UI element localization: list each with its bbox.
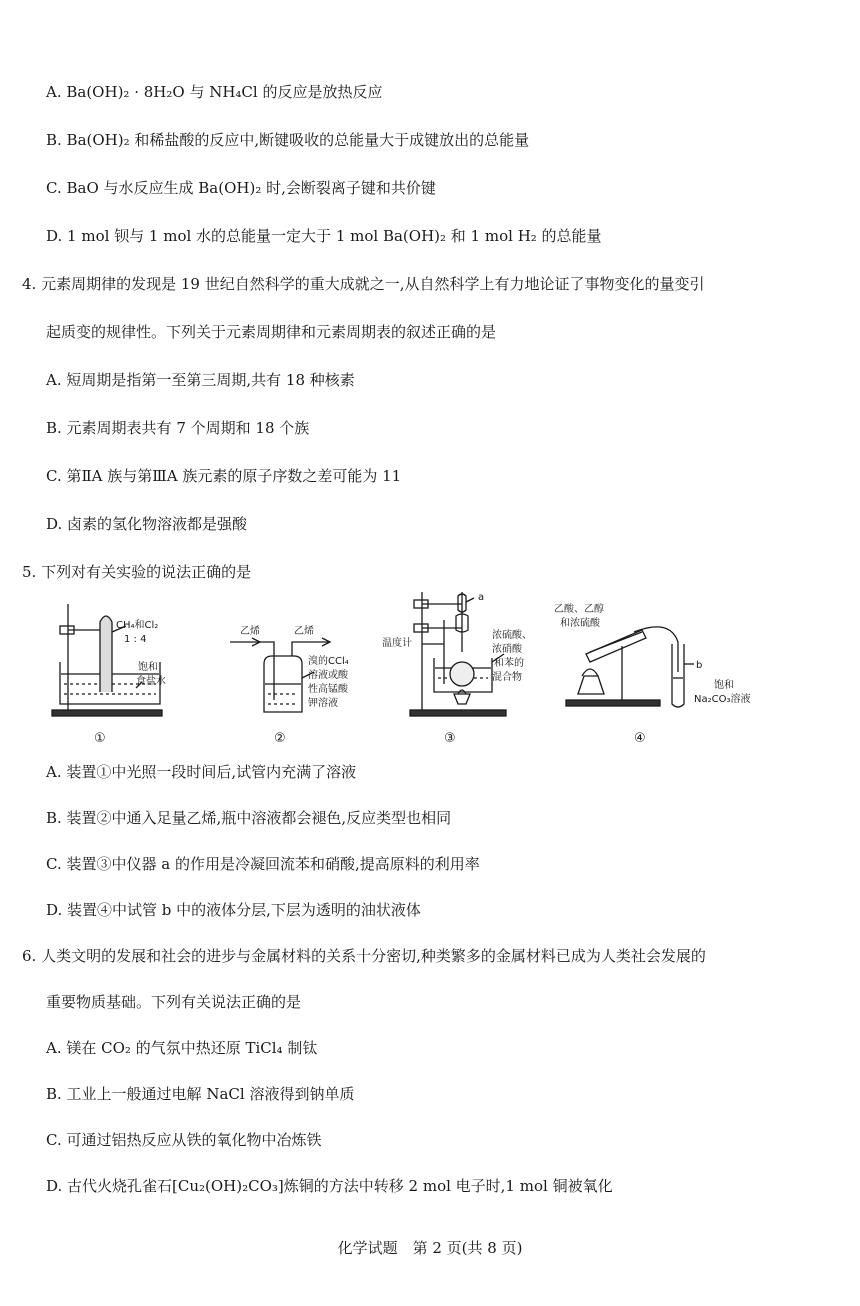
app1-liquid-label-1: 饱和 [138, 662, 158, 673]
app2-number: ② [274, 731, 286, 746]
app2-solution-label-1: 溴的CCl₄ [308, 656, 349, 667]
q3-option-d: D. 1 mol 钡与 1 mol 水的总能量一定大于 1 mol Ba(OH)₂ 和 1 mol H₂ 的总能量 [46, 227, 602, 245]
page-footer: 化学试题 第 2 页(共 8 页) [337, 1239, 523, 1257]
app2-outlet-label: 乙烯 [294, 626, 314, 637]
q6-stem-line2: 重要物质基础。下列有关说法正确的是 [46, 993, 302, 1011]
q4-option-b: B. 元素周期表共有 7 个周期和 18 个族 [46, 419, 310, 437]
app3-mixture-label-1: 浓硫酸、 [492, 630, 532, 641]
q6-stem-line1: 6. 人类文明的发展和社会的进步与金属材料的关系十分密切,种类繁多的金属材料已成为人类社会发展的 [22, 947, 706, 965]
app1-gas-label: CH₄和Cl₂ [116, 620, 159, 631]
q3-option-b: B. Ba(OH)₂ 和稀盐酸的反应中,断键吸收的总能量大于成键放出的总能量 [46, 131, 530, 149]
q4-stem-line2: 起质变的规律性。下列关于元素周期律和元素周期表的叙述正确的是 [46, 323, 497, 341]
app2-solution-label-4: 钾溶液 [308, 698, 338, 709]
app1-ratio-label: 1 : 4 [124, 634, 147, 645]
q4-option-a: A. 短周期是指第一至第三周期,共有 18 种核素 [46, 371, 355, 389]
app4-number: ④ [634, 731, 646, 746]
app2-solution-label-3: 性高锰酸 [308, 684, 348, 695]
q3-option-a: A. Ba(OH)₂ · 8H₂O 与 NH₄Cl 的反应是放热反应 [46, 83, 383, 101]
q3-option-c: C. BaO 与水反应生成 Ba(OH)₂ 时,会断裂离子键和共价键 [46, 179, 436, 197]
q5-option-d: D. 装置④中试管 b 中的液体分层,下层为透明的油状液体 [46, 901, 421, 919]
app1-number: ① [94, 731, 106, 746]
app1-liquid-label-2: 食盐水 [136, 676, 166, 687]
q5-option-a: A. 装置①中光照一段时间后,试管内充满了溶液 [46, 763, 357, 781]
app2-solution-label-2: 溶液或酸 [308, 670, 348, 681]
q6-option-d: D. 古代火烧孔雀石[Cu₂(OH)₂CO₃]炼铜的方法中转移 2 mol 电子时,1 mol 铜被氧化 [46, 1177, 613, 1195]
app4-solution-label-2: Na₂CO₃溶液 [694, 694, 751, 705]
app4-tube-b-label: b [696, 660, 703, 671]
q5-option-c: C. 装置③中仪器 a 的作用是冷凝回流苯和硝酸,提高原料的利用率 [46, 855, 480, 873]
apparatus-4 [566, 627, 694, 707]
app3-number: ③ [444, 731, 456, 746]
app3-mixture-label-2: 浓硝酸 [492, 644, 522, 655]
q6-option-c: C. 可通过铝热反应从铁的氧化物中冶炼铁 [46, 1131, 322, 1149]
q4-stem-line1: 4. 元素周期律的发现是 19 世纪自然科学的重大成就之一,从自然科学上有力地论证了事物变化的量变引 [22, 275, 705, 293]
app3-apparatus-a-label: a [478, 592, 485, 603]
app4-reagent-label-1: 乙酸、乙醇 [554, 604, 604, 615]
q5-stem: 5. 下列对有关实验的说法正确的是 [22, 563, 252, 581]
q6-option-a: A. 镁在 CO₂ 的气氛中热还原 TiCl₄ 制钛 [46, 1039, 318, 1057]
app2-inlet-label: 乙烯 [240, 626, 260, 637]
app3-mixture-label-4: 混合物 [492, 672, 522, 683]
app3-thermometer-label: 温度计 [382, 638, 412, 649]
app4-solution-label-1: 饱和 [714, 680, 734, 691]
q6-option-b: B. 工业上一般通过电解 NaCl 溶液得到钠单质 [46, 1085, 355, 1103]
experiment-apparatus-figure [30, 592, 830, 752]
app4-reagent-label-2: 和浓硫酸 [560, 618, 600, 629]
q5-option-b: B. 装置②中通入足量乙烯,瓶中溶液都会褪色,反应类型也相同 [46, 809, 452, 827]
q4-option-d: D. 卤素的氢化物溶液都是强酸 [46, 515, 248, 533]
app3-mixture-label-3: 和苯的 [494, 658, 524, 669]
q4-option-c: C. 第ⅡA 族与第ⅢA 族元素的原子序数之差可能为 11 [46, 467, 402, 485]
